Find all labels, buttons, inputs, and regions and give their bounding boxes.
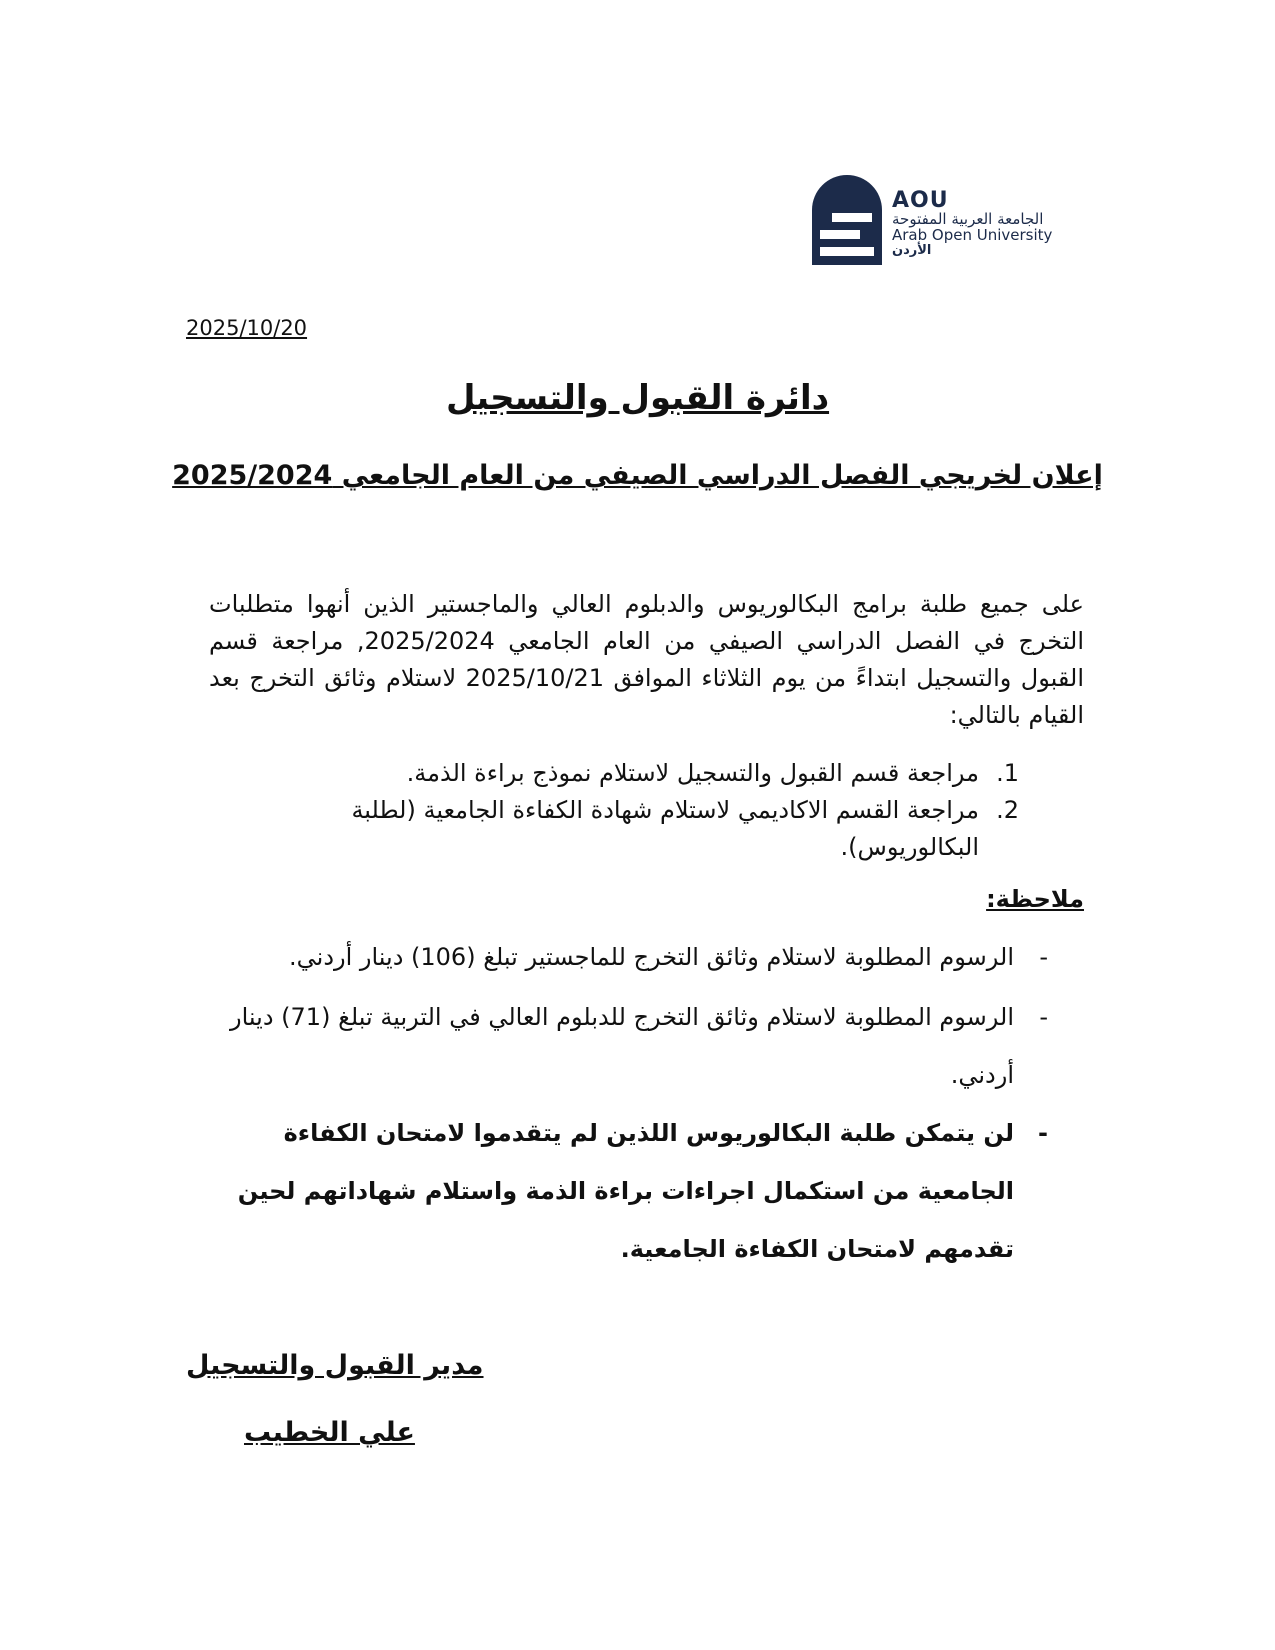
university-logo bbox=[812, 175, 1072, 270]
logo-name-english: Arab Open University bbox=[892, 225, 1053, 244]
note-bullet: - bbox=[1039, 943, 1048, 971]
note-label: ملاحظة: bbox=[986, 885, 1084, 913]
step-item bbox=[289, 755, 1019, 792]
intro-paragraph: على جميع طلبة برامج البكالوريوس والدبلوم العالي والماجستير الذين أنهوا متطلبات التخرج في الفصل الدراسي الصيفي من العام الجامعي 2025/2024, مراجعة قسم القبول والتسجيل ابتداءً من يوم الثلاثاء الموافق 2025/10/21 لاستلام وثائق التخرج بعد القيام بالتالي: bbox=[209, 590, 1084, 729]
note-bullet: - bbox=[1039, 1003, 1048, 1031]
logo-text bbox=[892, 189, 1052, 257]
logo-country: الأردن bbox=[892, 242, 932, 258]
logo-abbr: AOU bbox=[892, 188, 949, 213]
note-item-important bbox=[184, 1104, 1084, 1278]
note-text: الرسوم المطلوبة لاستلام وثائق التخرج للماجستير تبلغ (106) دينار أردني. bbox=[289, 943, 1014, 971]
logo-name-arabic: الجامعة العربية المفتوحة bbox=[892, 210, 1044, 229]
signature-title: مدير القبول والتسجيل bbox=[186, 1350, 484, 1381]
note-item bbox=[184, 988, 1084, 1104]
step-text: مراجعة قسم القبول والتسجيل لاستلام نموذج براءة الذمة. bbox=[406, 759, 979, 787]
step-number: 2. bbox=[996, 796, 1019, 824]
document-date: 2025/10/20 bbox=[186, 316, 308, 340]
step-text: مراجعة القسم الاكاديمي لاستلام شهادة الكفاءة الجامعية (لطلبة البكالوريوس). bbox=[351, 796, 979, 861]
page-title: دائرة القبول والتسجيل bbox=[445, 378, 830, 418]
step-item bbox=[289, 792, 1019, 866]
step-number: 1. bbox=[996, 759, 1019, 787]
announcement-subtitle: إعلان لخريجي الفصل الدراسي الصيفي من العام الجامعي 2025/2024 bbox=[172, 460, 1103, 491]
steps-list bbox=[289, 755, 1019, 866]
signature-name: علي الخطيب bbox=[244, 1417, 415, 1448]
note-item bbox=[184, 932, 1084, 982]
note-bullet: - bbox=[1038, 1119, 1048, 1147]
note-text: لن يتمكن طلبة البكالوريوس اللذين لم يتقدموا لامتحان الكفاءة الجامعية من استكمال اجراءات براءة الذمة واستلام شهاداتهم لحين تقدمهم لامتحان الكفاءة الجامعية. bbox=[237, 1119, 1014, 1263]
note-text: الرسوم المطلوبة لاستلام وثائق التخرج للدبلوم العالي في التربية تبلغ (71) دينار أردني. bbox=[230, 1003, 1014, 1089]
aou-logo-mark-icon bbox=[812, 175, 882, 265]
notes-list bbox=[184, 932, 1084, 1278]
